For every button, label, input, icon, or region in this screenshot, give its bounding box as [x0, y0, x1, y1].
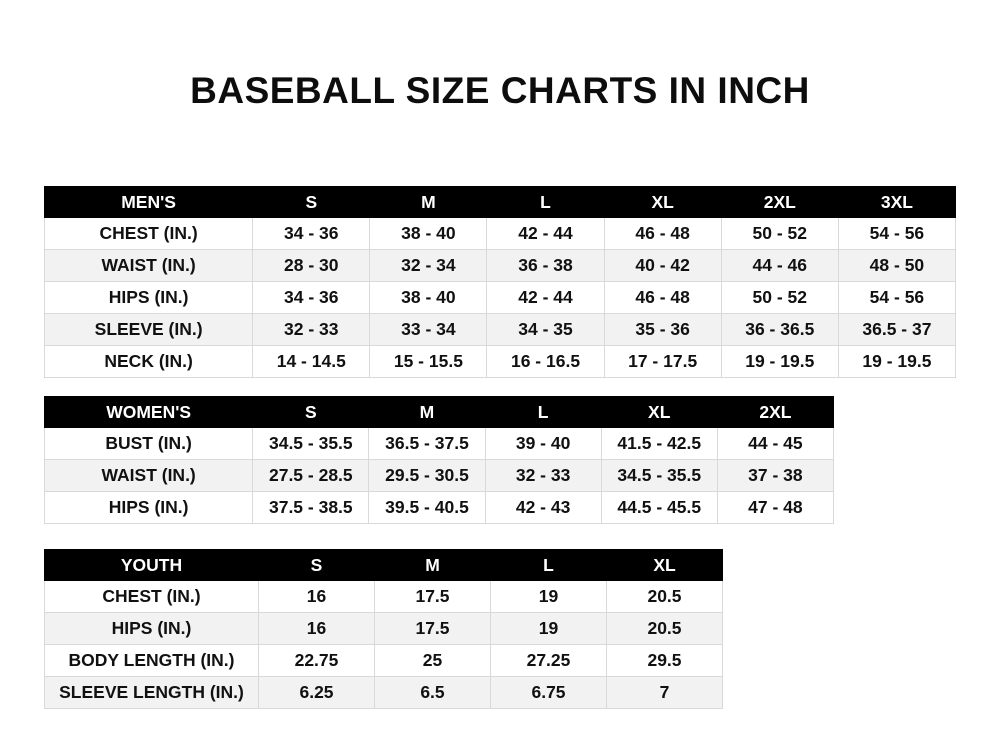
cell-value: 42 - 44: [487, 282, 604, 314]
row-label: BUST (IN.): [45, 428, 253, 460]
table-row: [45, 492, 834, 524]
mens-table-header: [45, 187, 956, 218]
table-row: [45, 282, 956, 314]
cell-value: 19: [491, 581, 607, 613]
cell-value: 36 - 36.5: [721, 314, 838, 346]
cell-value: 44.5 - 45.5: [601, 492, 717, 524]
cell-value: 34.5 - 35.5: [601, 460, 717, 492]
cell-value: 54 - 56: [838, 218, 955, 250]
cell-value: 17.5: [375, 581, 491, 613]
cell-value: 32 - 33: [485, 460, 601, 492]
mens-header-category: MEN'S: [45, 187, 253, 218]
cell-value: 16 - 16.5: [487, 346, 604, 378]
cell-value: 32 - 33: [253, 314, 370, 346]
cell-value: 48 - 50: [838, 250, 955, 282]
table-row: [45, 460, 834, 492]
cell-value: 37.5 - 38.5: [253, 492, 369, 524]
cell-value: 34 - 36: [253, 218, 370, 250]
row-label: HIPS (IN.): [45, 613, 259, 645]
row-label: NECK (IN.): [45, 346, 253, 378]
table-row: [45, 677, 723, 709]
cell-value: 42 - 43: [485, 492, 601, 524]
table-row: [45, 428, 834, 460]
cell-value: 46 - 48: [604, 282, 721, 314]
table-header-row: [45, 550, 723, 581]
cell-value: 38 - 40: [370, 218, 487, 250]
cell-value: 27.5 - 28.5: [253, 460, 369, 492]
mens-header-3xl: 3XL: [838, 187, 955, 218]
cell-value: 42 - 44: [487, 218, 604, 250]
womens-table-header: [45, 397, 834, 428]
womens-size-table-container: [44, 396, 834, 524]
table-header-row: [45, 187, 956, 218]
mens-header-l: L: [487, 187, 604, 218]
row-label: CHEST (IN.): [45, 218, 253, 250]
youth-header-l: L: [491, 550, 607, 581]
youth-table-body: [45, 581, 723, 709]
womens-header-category: WOMEN'S: [45, 397, 253, 428]
womens-header-s: S: [253, 397, 369, 428]
mens-size-table-container: [44, 186, 956, 378]
womens-table-body: [45, 428, 834, 524]
row-label: SLEEVE LENGTH (IN.): [45, 677, 259, 709]
cell-value: 34 - 35: [487, 314, 604, 346]
cell-value: 27.25: [491, 645, 607, 677]
cell-value: 28 - 30: [253, 250, 370, 282]
cell-value: 33 - 34: [370, 314, 487, 346]
youth-header-s: S: [259, 550, 375, 581]
cell-value: 32 - 34: [370, 250, 487, 282]
cell-value: 6.5: [375, 677, 491, 709]
cell-value: 39.5 - 40.5: [369, 492, 485, 524]
cell-value: 44 - 46: [721, 250, 838, 282]
row-label: CHEST (IN.): [45, 581, 259, 613]
cell-value: 36 - 38: [487, 250, 604, 282]
youth-table-header: [45, 550, 723, 581]
mens-table-body: [45, 218, 956, 378]
table-row: [45, 218, 956, 250]
cell-value: 47 - 48: [717, 492, 833, 524]
cell-value: 17.5: [375, 613, 491, 645]
table-header-row: [45, 397, 834, 428]
cell-value: 16: [259, 581, 375, 613]
row-label: HIPS (IN.): [45, 492, 253, 524]
youth-header-xl: XL: [607, 550, 723, 581]
table-row: [45, 613, 723, 645]
womens-header-xl: XL: [601, 397, 717, 428]
cell-value: 38 - 40: [370, 282, 487, 314]
womens-header-m: M: [369, 397, 485, 428]
cell-value: 29.5 - 30.5: [369, 460, 485, 492]
cell-value: 35 - 36: [604, 314, 721, 346]
cell-value: 29.5: [607, 645, 723, 677]
row-label: HIPS (IN.): [45, 282, 253, 314]
mens-header-2xl: 2XL: [721, 187, 838, 218]
table-row: [45, 645, 723, 677]
youth-size-table: [44, 549, 723, 709]
youth-size-table-container: [44, 549, 723, 709]
row-label: WAIST (IN.): [45, 460, 253, 492]
cell-value: 6.75: [491, 677, 607, 709]
table-row: [45, 581, 723, 613]
mens-header-s: S: [253, 187, 370, 218]
cell-value: 41.5 - 42.5: [601, 428, 717, 460]
cell-value: 19 - 19.5: [838, 346, 955, 378]
table-row: [45, 346, 956, 378]
cell-value: 19 - 19.5: [721, 346, 838, 378]
row-label: BODY LENGTH (IN.): [45, 645, 259, 677]
cell-value: 7: [607, 677, 723, 709]
cell-value: 50 - 52: [721, 282, 838, 314]
womens-header-2xl: 2XL: [717, 397, 833, 428]
youth-header-category: YOUTH: [45, 550, 259, 581]
mens-size-table: [44, 186, 956, 378]
page-title: BASEBALL SIZE CHARTS IN INCH: [190, 70, 810, 111]
cell-value: 34.5 - 35.5: [253, 428, 369, 460]
youth-header-m: M: [375, 550, 491, 581]
cell-value: 36.5 - 37: [838, 314, 955, 346]
cell-value: 6.25: [259, 677, 375, 709]
cell-value: 22.75: [259, 645, 375, 677]
cell-value: 44 - 45: [717, 428, 833, 460]
cell-value: 34 - 36: [253, 282, 370, 314]
cell-value: 20.5: [607, 581, 723, 613]
row-label: WAIST (IN.): [45, 250, 253, 282]
mens-header-xl: XL: [604, 187, 721, 218]
womens-size-table: [44, 396, 834, 524]
mens-header-m: M: [370, 187, 487, 218]
womens-header-l: L: [485, 397, 601, 428]
cell-value: 36.5 - 37.5: [369, 428, 485, 460]
cell-value: 20.5: [607, 613, 723, 645]
cell-value: 46 - 48: [604, 218, 721, 250]
cell-value: 14 - 14.5: [253, 346, 370, 378]
cell-value: 17 - 17.5: [604, 346, 721, 378]
cell-value: 37 - 38: [717, 460, 833, 492]
cell-value: 54 - 56: [838, 282, 955, 314]
table-row: [45, 314, 956, 346]
row-label: SLEEVE (IN.): [45, 314, 253, 346]
cell-value: 50 - 52: [721, 218, 838, 250]
cell-value: 15 - 15.5: [370, 346, 487, 378]
cell-value: 25: [375, 645, 491, 677]
cell-value: 19: [491, 613, 607, 645]
cell-value: 16: [259, 613, 375, 645]
cell-value: 39 - 40: [485, 428, 601, 460]
table-row: [45, 250, 956, 282]
cell-value: 40 - 42: [604, 250, 721, 282]
